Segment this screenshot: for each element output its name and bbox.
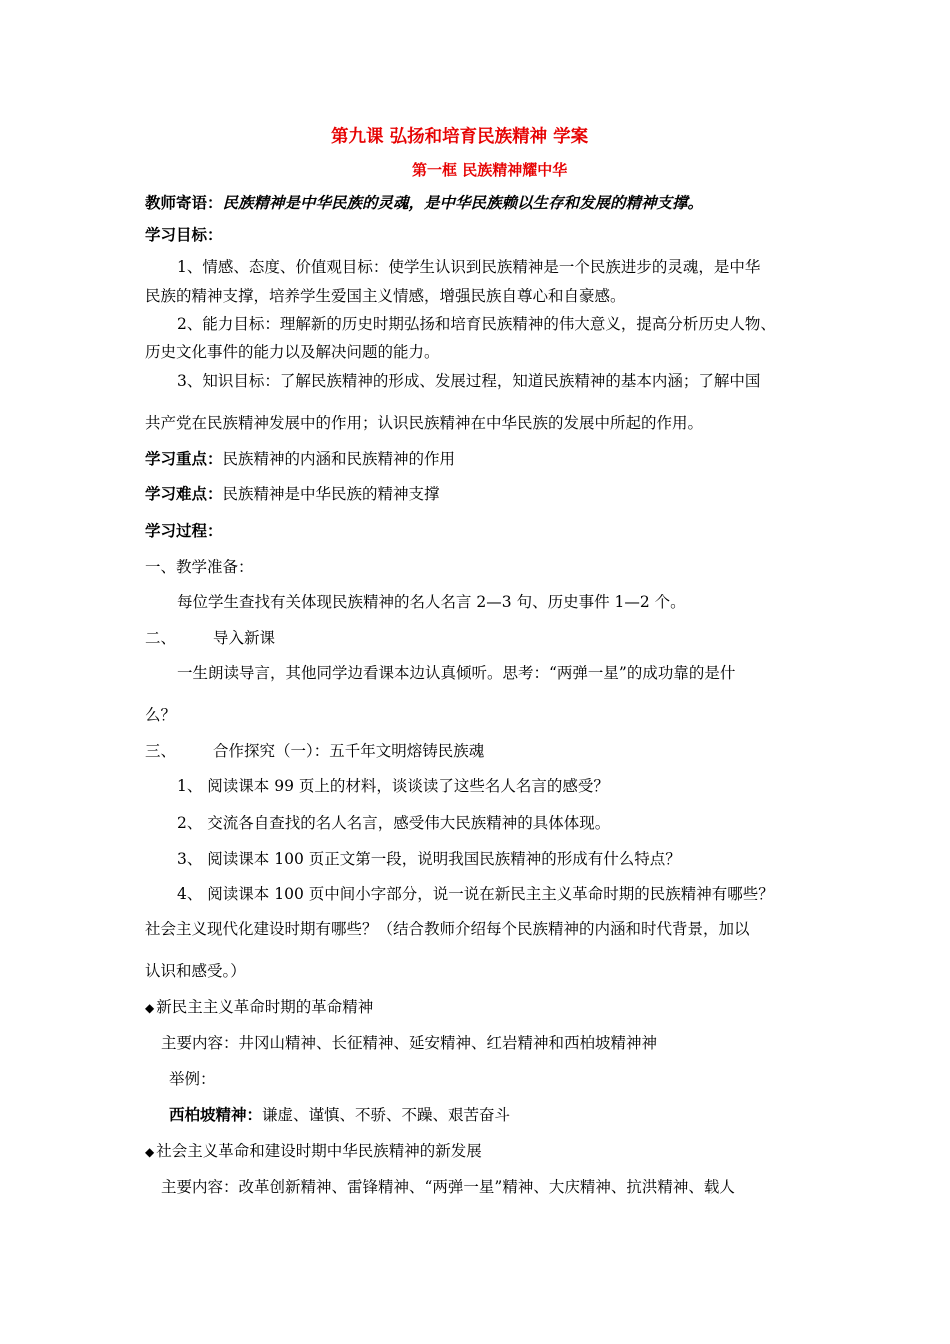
key-point-label: 学习重点： xyxy=(145,449,223,468)
difficulty-text: 民族精神是中华民族的精神支撑 xyxy=(222,485,440,503)
key-point xyxy=(145,449,455,469)
revolution-heading xyxy=(145,997,373,1018)
teacher-note-label: 教师寄语： xyxy=(145,193,223,212)
diamond-bullet-icon: ◆ xyxy=(145,1145,155,1159)
example-text: 谦虚、谨慎、不骄、不躁、艰苦奋斗 xyxy=(262,1106,511,1124)
revolution-main-content: 主要内容：井冈山精神、长征精神、延安精神、红岩精神和西柏坡精神神 xyxy=(161,1034,658,1052)
construction-heading-text: 社会主义革命和建设时期中华民族精神的新发展 xyxy=(156,1142,482,1160)
section-2-text-line-1: 一生朗读导言，其他同学边看课本边认真倾听。思考：“两弹一星”的成功靠的是什 xyxy=(177,664,736,682)
question-4-line-2: 社会主义现代化建设时期有哪些？（结合教师介绍每个民族精神的内涵和时代背景，加以 xyxy=(145,920,750,938)
objective-2-line-2: 历史文化事件的能力以及解决问题的能力。 xyxy=(145,343,440,361)
objective-2-line-1: 2、能力目标：理解新的历史时期弘扬和培育民族精神的伟大意义，提高分析历史人物、 xyxy=(177,315,776,333)
question-2: 2、 交流各自查找的名人名言，感受伟大民族精神的具体体现。 xyxy=(177,814,611,832)
construction-heading xyxy=(145,1141,482,1162)
objectives-heading: 学习目标： xyxy=(145,225,223,244)
difficulty-label: 学习难点： xyxy=(145,484,223,503)
question-3: 3、 阅读课本 100 页正文第一段，说明我国民族精神的形成有什么特点？ xyxy=(177,850,681,868)
section-1-text: 每位学生查找有关体现民族精神的名人名言 2—3 句、历史事件 1—2 个。 xyxy=(177,593,686,611)
objective-1-line-2: 民族的精神支撑，培养学生爱国主义情感，增强民族自尊心和自豪感。 xyxy=(145,287,626,305)
section-3-title: 合作探究（一）：五千年文明熔铸民族魂 xyxy=(213,742,485,760)
section-3-number: 三、 xyxy=(145,742,177,760)
question-1: 1、 阅读课本 99 页上的材料，谈谈读了这些名人名言的感受？ xyxy=(177,777,609,795)
teacher-note xyxy=(145,193,703,213)
section-2-title: 导入新课 xyxy=(213,629,276,647)
revolution-example-label: 举例： xyxy=(169,1070,216,1088)
section-1-heading: 一、教学准备： xyxy=(145,558,254,576)
teacher-note-text: 民族精神是中华民族的灵魂，是中华民族赖以生存和发展的精神支撑。 xyxy=(222,193,704,212)
process-heading: 学习过程： xyxy=(145,521,223,540)
page-subtitle: 第一框 民族精神耀中华 xyxy=(412,161,568,179)
key-point-text: 民族精神的内涵和民族精神的作用 xyxy=(222,450,456,468)
revolution-example xyxy=(169,1105,510,1125)
example-name: 西柏坡精神： xyxy=(169,1105,263,1124)
objective-1-line-1: 1、情感、态度、价值观目标：使学生认识到民族精神是一个民族进步的灵魂，是中华 xyxy=(177,258,761,276)
objective-3-line-1: 3、知识目标：了解民族精神的形成、发展过程，知道民族精神的基本内涵；了解中国 xyxy=(177,372,761,390)
objective-3-line-2: 共产党在民族精神发展中的作用；认识民族精神在中华民族的发展中所起的作用。 xyxy=(145,414,704,432)
section-2-text-line-2: 么？ xyxy=(145,706,177,724)
difficulty xyxy=(145,484,440,504)
section-2-number: 二、 xyxy=(145,629,177,647)
construction-main-content: 主要内容：改革创新精神、雷锋精神、“两弹一星”精神、大庆精神、抗洪精神、载人 xyxy=(161,1178,735,1196)
diamond-bullet-icon: ◆ xyxy=(145,1001,155,1015)
question-4-line-1: 4、 阅读课本 100 页中间小字部分，说一说在新民主主义革命时期的民族精神有哪些？ xyxy=(177,885,774,903)
question-4-line-3: 认识和感受。） xyxy=(145,962,246,980)
revolution-heading-text: 新民主主义革命时期的革命精神 xyxy=(156,998,374,1016)
page-title: 第九课 弘扬和培育民族精神 学案 xyxy=(331,127,589,147)
